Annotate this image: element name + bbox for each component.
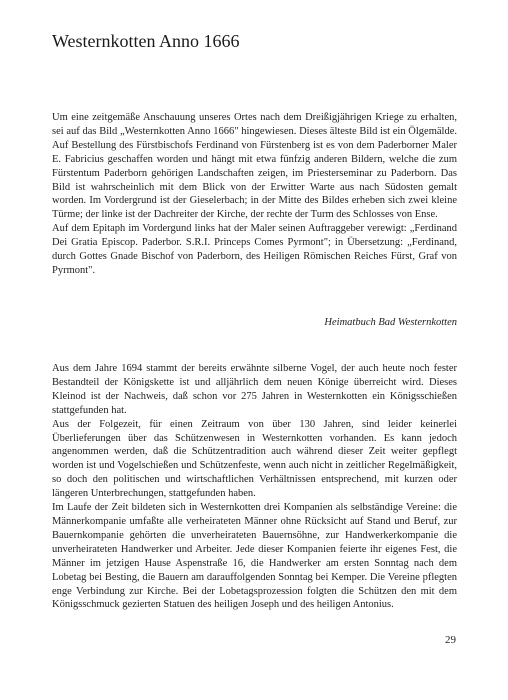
paragraph: Um eine zeitgemäße Anschauung unseres Ortes nach dem Dreißigjährigen Kriege zu erhalten, sei auf das Bild „Westernkotten Anno 1666" hingewiesen. Dieses älteste Bild ist ein Ölgemälde. Auf Bestellung des Fürstbischofs Ferdinand von Fürstenberg ist es von dem Paderborner Maler E. Fabricius geschaffen worden und hängt mit etwa fünfzig anderen Bildern, welche die zum Fürstentum Paderborn gehörigen Landschaften zeigen, im Priesterseminar zu Paderborn. Das Bild ist wahrscheinlich mit dem Blick von der Erwitter Warte aus nach Südosten gemalt worden. Im Vordergrund ist der Gieselerbach; in der Mitte des Bildes erheben sich zwei kleine Türme; der linke ist der Dachreiter der Kirche, der rechte der Turm des Schlosses von Ense. — [52, 112, 457, 221]
paragraph: Auf dem Epitaph im Vordergund links hat der Maler seinen Auftraggeber verewigt: „Ferdinand Dei Gratia Episcop. Paderbor. S.R.I. Princeps Comes Pyrmont"; in Übersetzung: „Ferdinand, durch Gottes Gnade Bischof von Paderborn, des Heiligen Römischen Reiches Fürst, Graf von Pyrmont". — [52, 223, 457, 276]
section-westernkotten-painting — [52, 111, 457, 278]
paragraph: Aus dem Jahre 1694 stammt der bereits erwähnte silberne Vogel, der auch heute noch fester Bestandteil der Königskette ist und alljährlich dem neuen Könige überreicht wird. Dieses Kleinod ist der Nachweis, daß schon vor 275 Jahren in Westernkotten ein Königsschießen stattgefunden hat. — [52, 363, 457, 416]
page-title: Westernkotten Anno 1666 — [52, 31, 240, 51]
page-number: 29 — [445, 634, 456, 646]
paragraph: Aus der Folgezeit, für einen Zeitraum von über 130 Jahren, sind leider keinerlei Überlieferungen über das Schützenwesen in Westernkotten vorhanden. Es kann jedoch angenommen werden, daß die Schützentradition auch während dieser Zeit weiter gepflegt worden ist und Vogelschießen und Schützenfeste, wenn auch nicht in zeitlicher Regelmäßigkeit, so doch den politischen und wirtschaftlichen Verhältnissen entsprechend, mit kurzen oder längeren Unterbrechungen, stattgefunden haben. — [52, 418, 457, 500]
source-citation: Heimatbuch Bad Westernkotten — [324, 317, 457, 328]
paragraph: Im Laufe der Zeit bildeten sich in Westernkotten drei Kompanien als selbständige Vereine: die Männerkompanie umfaßte alle verheirateten Männer ohne Rücksicht auf Stand und Beruf, zur Bauernkompanie gehörten die unverheirateten Bauernsöhne, zur Handwerkerkompanie die unverheirateten Handwerker und Arbeiter. Jede dieser Kompanien feierte ihr eigenes Fest, die Männer im jetzigen Hause Aspenstraße 16, die Handwerker am ersten Sonntag nach dem Lobetag bei Besting, die Bauern am darauffolgenden Sonntag bei Kemper. Die Vereine pflegten enge Verbindung zur Kirche. Bei der Lobetagsprozession folgten die Schützen den mit dem Königsschmuck gezierten Statuen des heiligen Joseph und des heiligen Antonius. — [52, 502, 457, 611]
section-schuetzenwesen — [52, 362, 457, 612]
